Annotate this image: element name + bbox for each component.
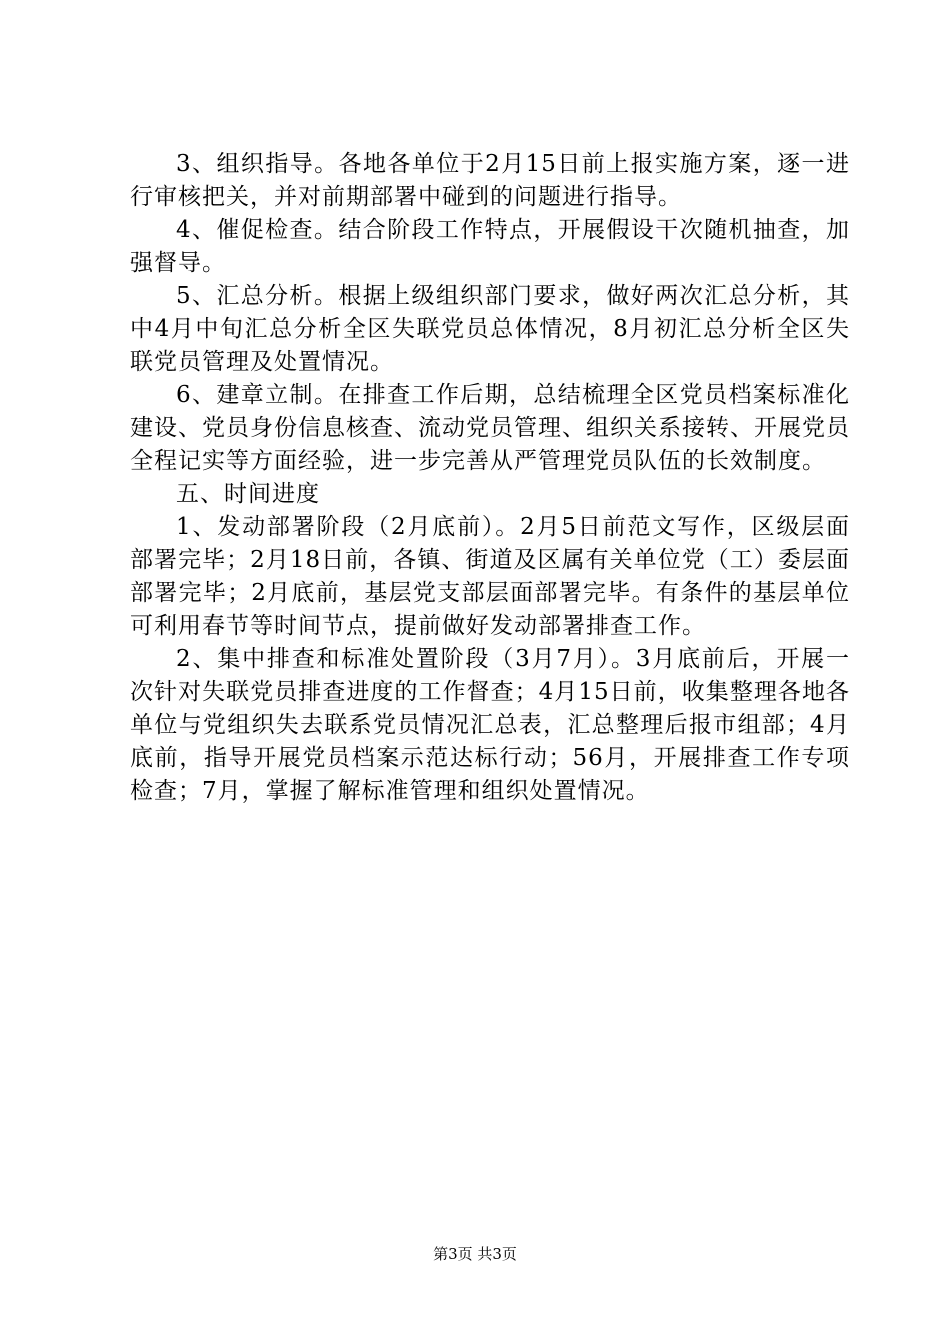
paragraph-inspection: 4、催促检查。结合阶段工作特点，开展假设干次随机抽查，加强督导。 (130, 217, 850, 276)
paragraph-phase-1: 1、发动部署阶段（2月底前）。2月5日前范文写作，区级层面部署完毕；2月18日前，各镇、街道及区属有关单位党（工）委层面部署完毕；2月底前，基层党支部层面部署完毕。有条件的基层单位可利用春节等时间节点，提前做好发动部署排查工作。 (130, 514, 850, 639)
paragraph-summary-analysis: 5、汇总分析。根据上级组织部门要求，做好两次汇总分析，其中4月中旬汇总分析全区失联党员总体情况，8月初汇总分析全区失联党员管理及处置情况。 (130, 283, 850, 375)
paragraph-phase-2: 2、集中排查和标准处置阶段（3月7月）。3月底前后，开展一次针对失联党员排查进度的工作督查；4月15日前，收集整理各地各单位与党组织失去联系党员情况汇总表，汇总整理后报市组部；4月底前，指导开展党员档案示范达标行动；56月，开展排查工作专项检查；7月，掌握了解标准管理和组织处置情况。 (130, 646, 850, 804)
document-body (130, 148, 850, 808)
paragraph-organize-guidance: 3、组织指导。各地各单位于2月15日前上报实施方案，逐一进行审核把关，并对前期部署中碰到的问题进行指导。 (130, 151, 850, 210)
paragraph-rules: 6、建章立制。在排查工作后期，总结梳理全区党员档案标准化建设、党员身份信息核查、流动党员管理、组织关系接转、开展党员全程记实等方面经验，进一步完善从严管理党员队伍的长效制度。 (130, 382, 850, 474)
page-footer: 第3页 共3页 (433, 1245, 517, 1263)
section-heading-schedule: 五、时间进度 (176, 481, 320, 507)
